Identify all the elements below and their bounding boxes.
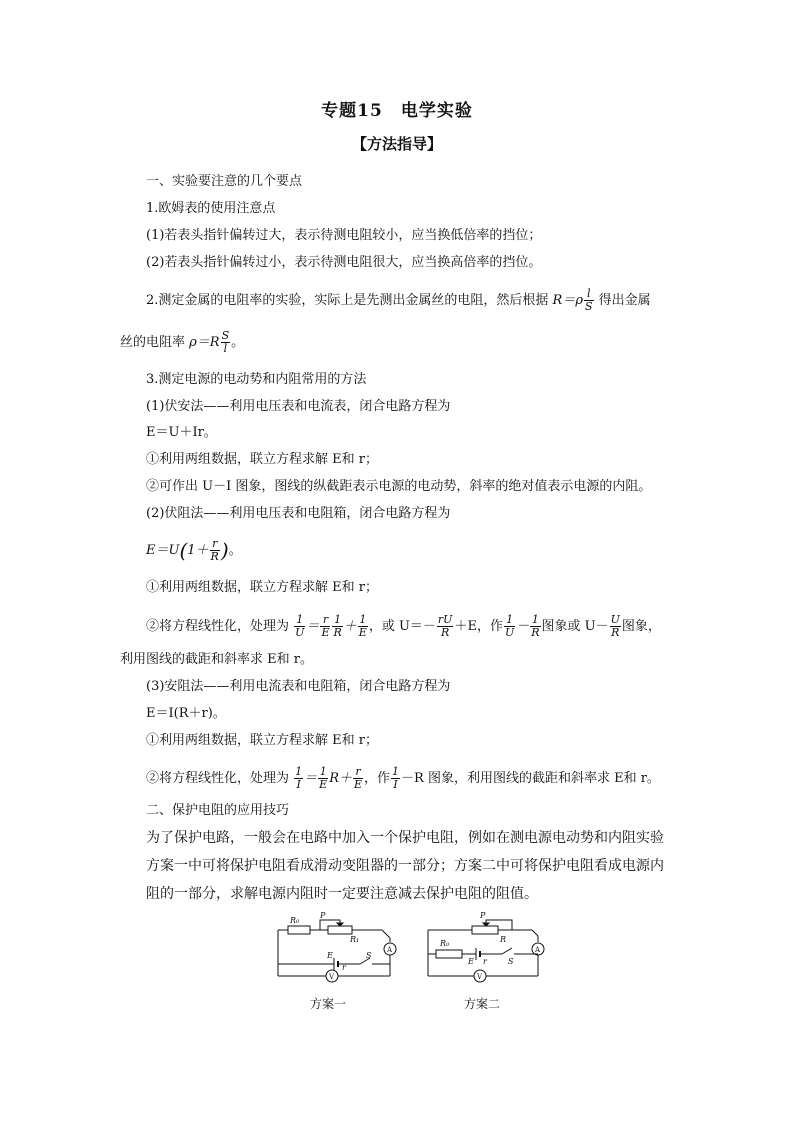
label-s-2: S <box>508 957 514 966</box>
item1-point-b: (2)若表头指针偏转过小，表示待测电阻很大，应当换高倍率的挡位。 <box>146 255 542 270</box>
resistor-r0 <box>288 926 310 934</box>
method2-equation: E＝U(1＋ $\frac{r}{R}$ )。 <box>146 537 242 563</box>
method2-b-pre: ②将方程线性化，处理为 <box>146 619 290 634</box>
label-s: S <box>366 951 372 960</box>
item1-title: 1.欧姆表的使用注意点 <box>146 201 276 216</box>
section2-heading: 二、保护电阻的应用技巧 <box>146 803 290 818</box>
method1-title: (1)伏安法——利用电压表和电流表，闭合电路方程为 <box>146 399 451 414</box>
item3-title: 3.测定电源的电动势和内阻常用的方法 <box>146 372 367 387</box>
switch-icon-2 <box>502 948 512 954</box>
label-r: r <box>342 963 346 972</box>
formula-resistivity: ρ＝R $\frac{S}{l}$ <box>189 329 230 355</box>
label-r0-2: R₀ <box>440 939 450 948</box>
item2-line2 <box>120 330 244 355</box>
method2-point-b-line2: 利用图线的截距和斜率求 E和 r。 <box>120 652 313 667</box>
circuit-diagram-scheme1 <box>270 912 405 984</box>
item2-line1 <box>146 288 651 313</box>
rheostat-r1 <box>328 926 352 934</box>
section2-text: 为了保护电路，一般会在电路中加入一个保护电阻，例如在测电源电动势和内阻实验方案一中可将保护电阻看成滑动变阻器的一部分；方案二中可将保护电阻看成电源内阻的一部分，求解电源内阻时一定要注意减去保护电阻的阻值。 <box>146 830 664 902</box>
figure2-caption: 方案二 <box>464 997 501 1011</box>
item2-text-post: 得出金属 <box>598 293 651 308</box>
method2-b-mid1: ，或 U＝－ <box>368 619 436 634</box>
method3-point-a: ①利用两组数据，联立方程求解 E和 r； <box>146 733 378 748</box>
formula-linear-1: $\frac{1}{U}$ ＝ $\frac{r}{E}$ $\frac{1}{R}$ ＋ $\frac{1}{E}$ <box>295 613 367 639</box>
label-e-2: E <box>468 957 474 966</box>
figure1-caption: 方案一 <box>310 997 347 1011</box>
method3-point-b: ②将方程线性化，处理为 $\frac{1}{I}$ ＝ $\frac{1}{E}$ R＋ $\frac{r}{E}$ ，作 $\frac{1}{I}$ －R 图象，利用图线的截距和斜率求 E和 r。 <box>146 765 660 791</box>
method3-title: (3)安阻法——利用电流表和电阻箱，闭合电路方程为 <box>146 679 451 694</box>
formula-resistance: R＝ρ $\frac{l}{S}$ <box>552 287 593 313</box>
method2-b-mid3: 图象或 U－ <box>541 619 609 634</box>
method2-title: (2)伏阻法——利用电压表和电阻箱，闭合电路方程为 <box>146 506 451 521</box>
method1-point-a: ①利用两组数据，联立方程求解 E和 r； <box>146 452 378 467</box>
item2-text-pre: 2.测定金属的电阻率的实验，实际上是先测出金属丝的电阻，然后根据 <box>146 293 549 308</box>
method1-point-b: ②可作出 U－I 图象，图线的纵截距表示电源的电动势，斜率的绝对值表示电源的内阻。 <box>146 479 652 494</box>
resistor-r0-2 <box>436 950 462 958</box>
label-v-2: V <box>477 973 483 981</box>
method3-b-pre: ②将方程线性化，处理为 <box>146 771 290 786</box>
page-title: 专题15 电学实验 <box>321 101 473 121</box>
section2-paragraph <box>120 824 676 908</box>
item2-line2-pre: 丝的电阻率 <box>120 335 186 350</box>
label-r-2: r <box>483 957 487 966</box>
section-subtitle: 【方法指导】 <box>351 135 442 153</box>
label-a: A <box>387 946 393 954</box>
item2-line2-post: 。 <box>231 335 245 350</box>
label-r-big: R <box>500 935 507 944</box>
method2-eq-post: 。 <box>228 543 242 558</box>
method2-eq-pre: E＝U <box>146 543 180 558</box>
method3-equation: E＝I(R＋r)。 <box>146 706 226 721</box>
method2-point-b: ②将方程线性化，处理为 $\frac{1}{U}$ ＝ $\frac{r}{E}$ $\frac{1}{R}$ ＋ $\frac{1}{E}$ ，或 U＝－ $\frac{rU}{R}$ ＋E，作 $\frac{1}{U}$ － $\frac{1}{R}$ 图象或 U－ $\frac{U}{R}$ 图象， <box>146 613 661 639</box>
label-r0: R₀ <box>290 916 300 925</box>
method2-b-mid2: ＋E，作 <box>454 619 503 634</box>
item1-point-a: (1)若表头指针偏转过大，表示待测电阻较小，应当换低倍率的挡位； <box>146 228 542 243</box>
label-a-2: A <box>535 946 541 954</box>
section1-heading: 一、实验要注意的几个要点 <box>146 174 303 189</box>
label-r1: R₁ <box>350 935 360 944</box>
rheostat-r <box>472 926 498 934</box>
method2-b-post: 图象， <box>621 619 661 634</box>
method1-equation: E＝U＋Ir。 <box>146 425 217 440</box>
label-p: P <box>320 912 326 920</box>
circuit-diagram-scheme2 <box>422 912 557 984</box>
label-e: E <box>327 951 333 960</box>
method3-b-post: －R 图象，利用图线的截距和斜率求 E和 r。 <box>401 771 660 786</box>
method2-point-a: ①利用两组数据，联立方程求解 E和 r； <box>146 580 378 595</box>
formula-linear-2: $\frac{1}{I}$ ＝ $\frac{1}{E}$ R＋ $\frac{r}{E}$ <box>295 765 363 791</box>
method3-b-mid: ，作 <box>364 771 391 786</box>
label-p-2: P <box>480 912 486 920</box>
label-v: V <box>329 973 335 981</box>
